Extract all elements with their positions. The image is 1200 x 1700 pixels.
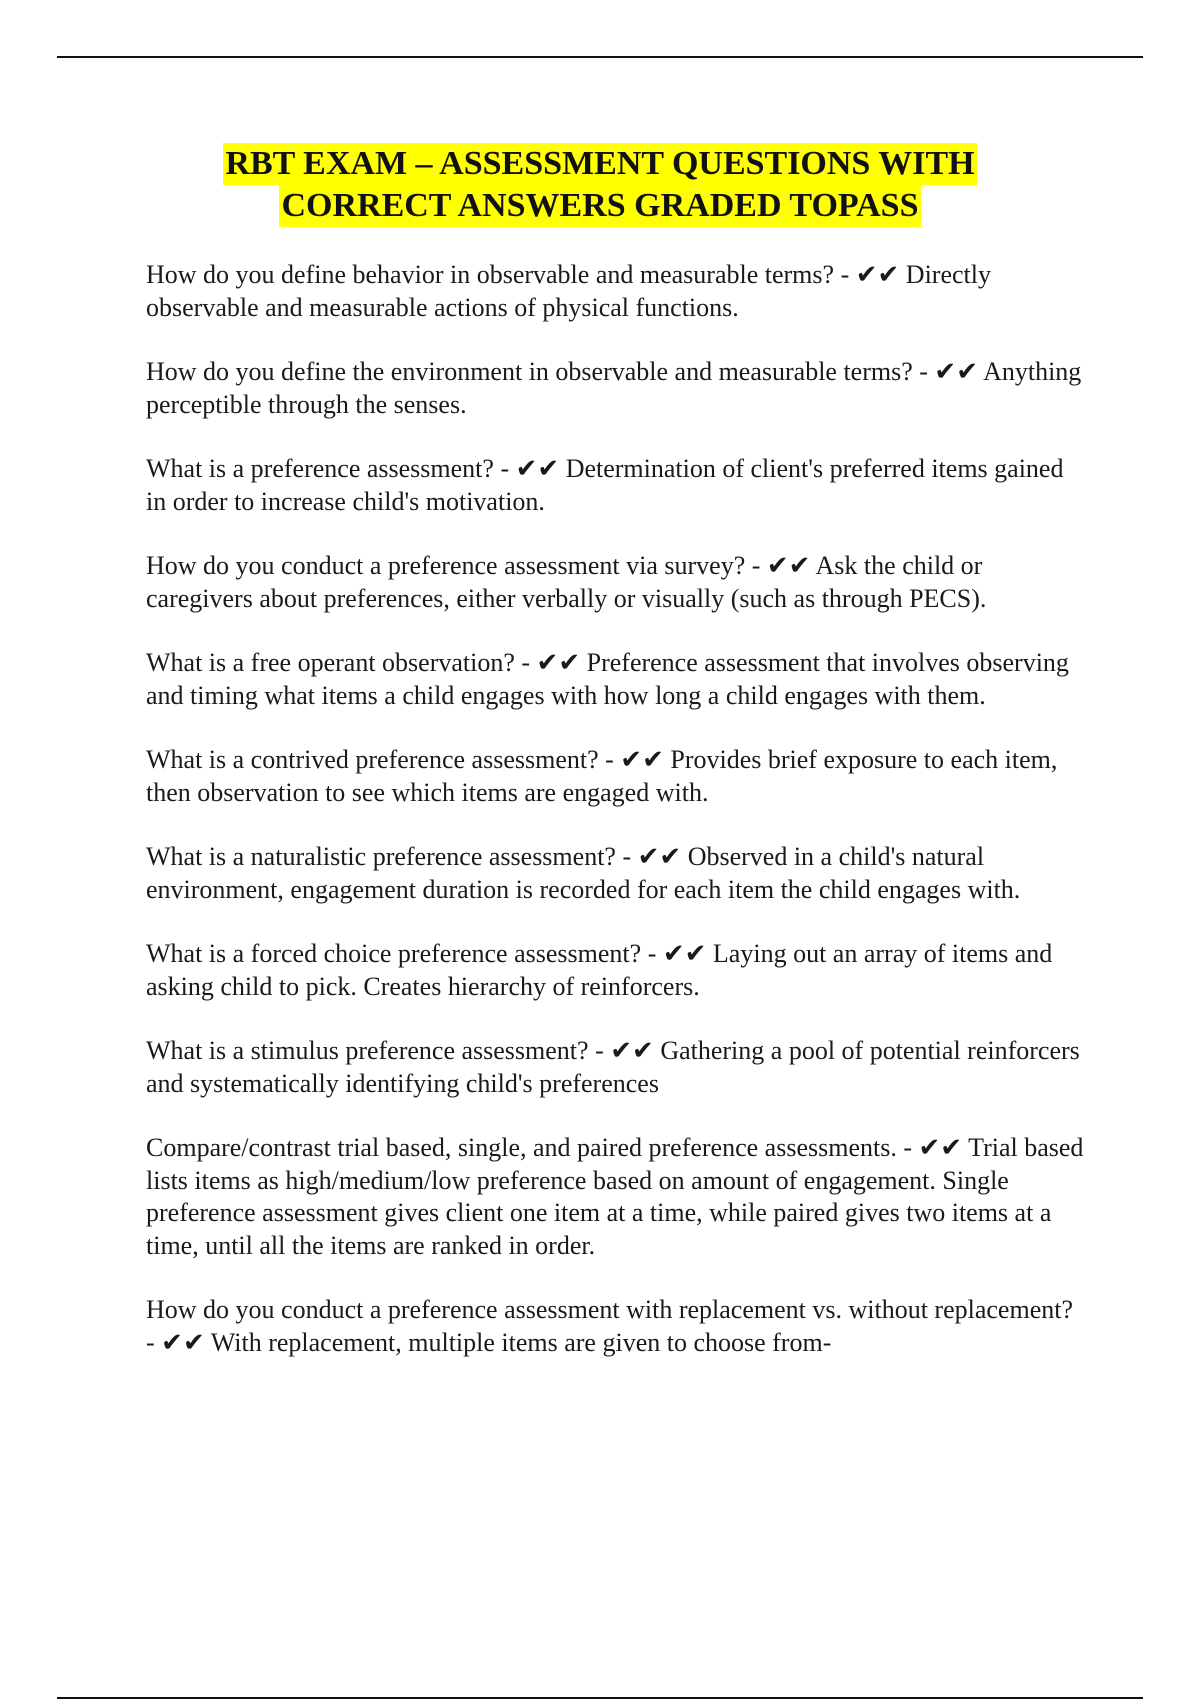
bottom-rule bbox=[57, 1697, 1143, 1699]
document-title bbox=[0, 143, 1200, 227]
answer-text: Laying out an array of items and asking child to pick. Creates hierarchy of reinforcers. bbox=[146, 939, 1053, 1001]
qa-item bbox=[146, 647, 1086, 712]
question-text: What is a forced choice preference assessment? bbox=[146, 939, 642, 968]
question-text: What is a preference assessment? bbox=[146, 454, 494, 483]
answer-text: Preference assessment that involves observing and timing what items a child engages with how long a child engages with them. bbox=[146, 648, 1069, 710]
answer-text: Determination of client's preferred items gained in order to increase child's motivation. bbox=[146, 454, 1064, 516]
answer-text: Ask the child or caregivers about preferences, either verbally or visually (such as through PECS). bbox=[146, 551, 987, 613]
qa-item bbox=[146, 550, 1086, 615]
title-line-2: CORRECT ANSWERS GRADED TOPASS bbox=[279, 185, 920, 227]
qa-item bbox=[146, 938, 1086, 1003]
answer-text: Directly observable and measurable actions of physical functions. bbox=[146, 260, 991, 322]
answer-text: Anything perceptible through the senses. bbox=[146, 357, 1082, 419]
qa-item bbox=[146, 259, 1086, 324]
check-separator: - ✔✔ bbox=[493, 454, 566, 483]
answer-text: Observed in a child's natural environment, engagement duration is recorded for each item the child engages with. bbox=[146, 842, 1021, 904]
check-separator: - ✔✔ bbox=[834, 260, 906, 289]
question-text: Compare/contrast trial based, single, and paired preference assessments. bbox=[146, 1133, 897, 1162]
qa-item bbox=[146, 453, 1086, 518]
question-text: What is a stimulus preference assessment? bbox=[146, 1036, 589, 1065]
question-text: How do you define the environment in observable and measurable terms? bbox=[146, 357, 913, 386]
qa-list bbox=[146, 259, 1086, 1391]
check-separator: - ✔✔ bbox=[146, 1327, 211, 1357]
answer-text: Gathering a pool of potential reinforcers and systematically identifying child's preferences bbox=[146, 1036, 1080, 1098]
qa-item bbox=[146, 744, 1086, 809]
check-separator: - ✔✔ bbox=[641, 939, 713, 968]
question-text: What is a free operant observation? bbox=[146, 648, 515, 677]
qa-item bbox=[146, 1132, 1086, 1262]
question-text: How do you define behavior in observable and measurable terms? bbox=[146, 260, 835, 289]
qa-item bbox=[146, 356, 1086, 421]
answer-text: With replacement, multiple items are given to choose from- bbox=[210, 1327, 832, 1357]
check-separator: - ✔✔ bbox=[598, 745, 671, 774]
check-separator: - ✔✔ bbox=[896, 1133, 969, 1162]
check-separator: - ✔✔ bbox=[514, 648, 587, 677]
qa-item bbox=[146, 1294, 1086, 1359]
check-separator: - ✔✔ bbox=[912, 357, 984, 386]
check-separator: - ✔✔ bbox=[615, 842, 688, 871]
question-text: What is a naturalistic preference assessment? bbox=[146, 842, 616, 871]
qa-item bbox=[146, 841, 1086, 906]
question-text: What is a contrived preference assessment? bbox=[146, 745, 599, 774]
top-rule bbox=[57, 56, 1143, 58]
answer-text: Provides brief exposure to each item, then observation to see which items are engaged with. bbox=[146, 745, 1058, 807]
answer-text: Trial based lists items as high/medium/low preference based on amount of engagement. Single preference assessment gives client one item at a time, while paired gives two items at a time, until all the items are ranked in order. bbox=[146, 1133, 1084, 1260]
question-text: How do you conduct a preference assessment with replacement vs. without replacement? bbox=[146, 1295, 1073, 1324]
check-separator: - ✔✔ bbox=[588, 1036, 661, 1065]
qa-item bbox=[146, 1035, 1086, 1100]
title-line-1: RBT EXAM – ASSESSMENT QUESTIONS WITH bbox=[223, 143, 976, 185]
check-separator: - ✔✔ bbox=[745, 551, 816, 580]
question-text: How do you conduct a preference assessment via survey? bbox=[146, 551, 746, 580]
